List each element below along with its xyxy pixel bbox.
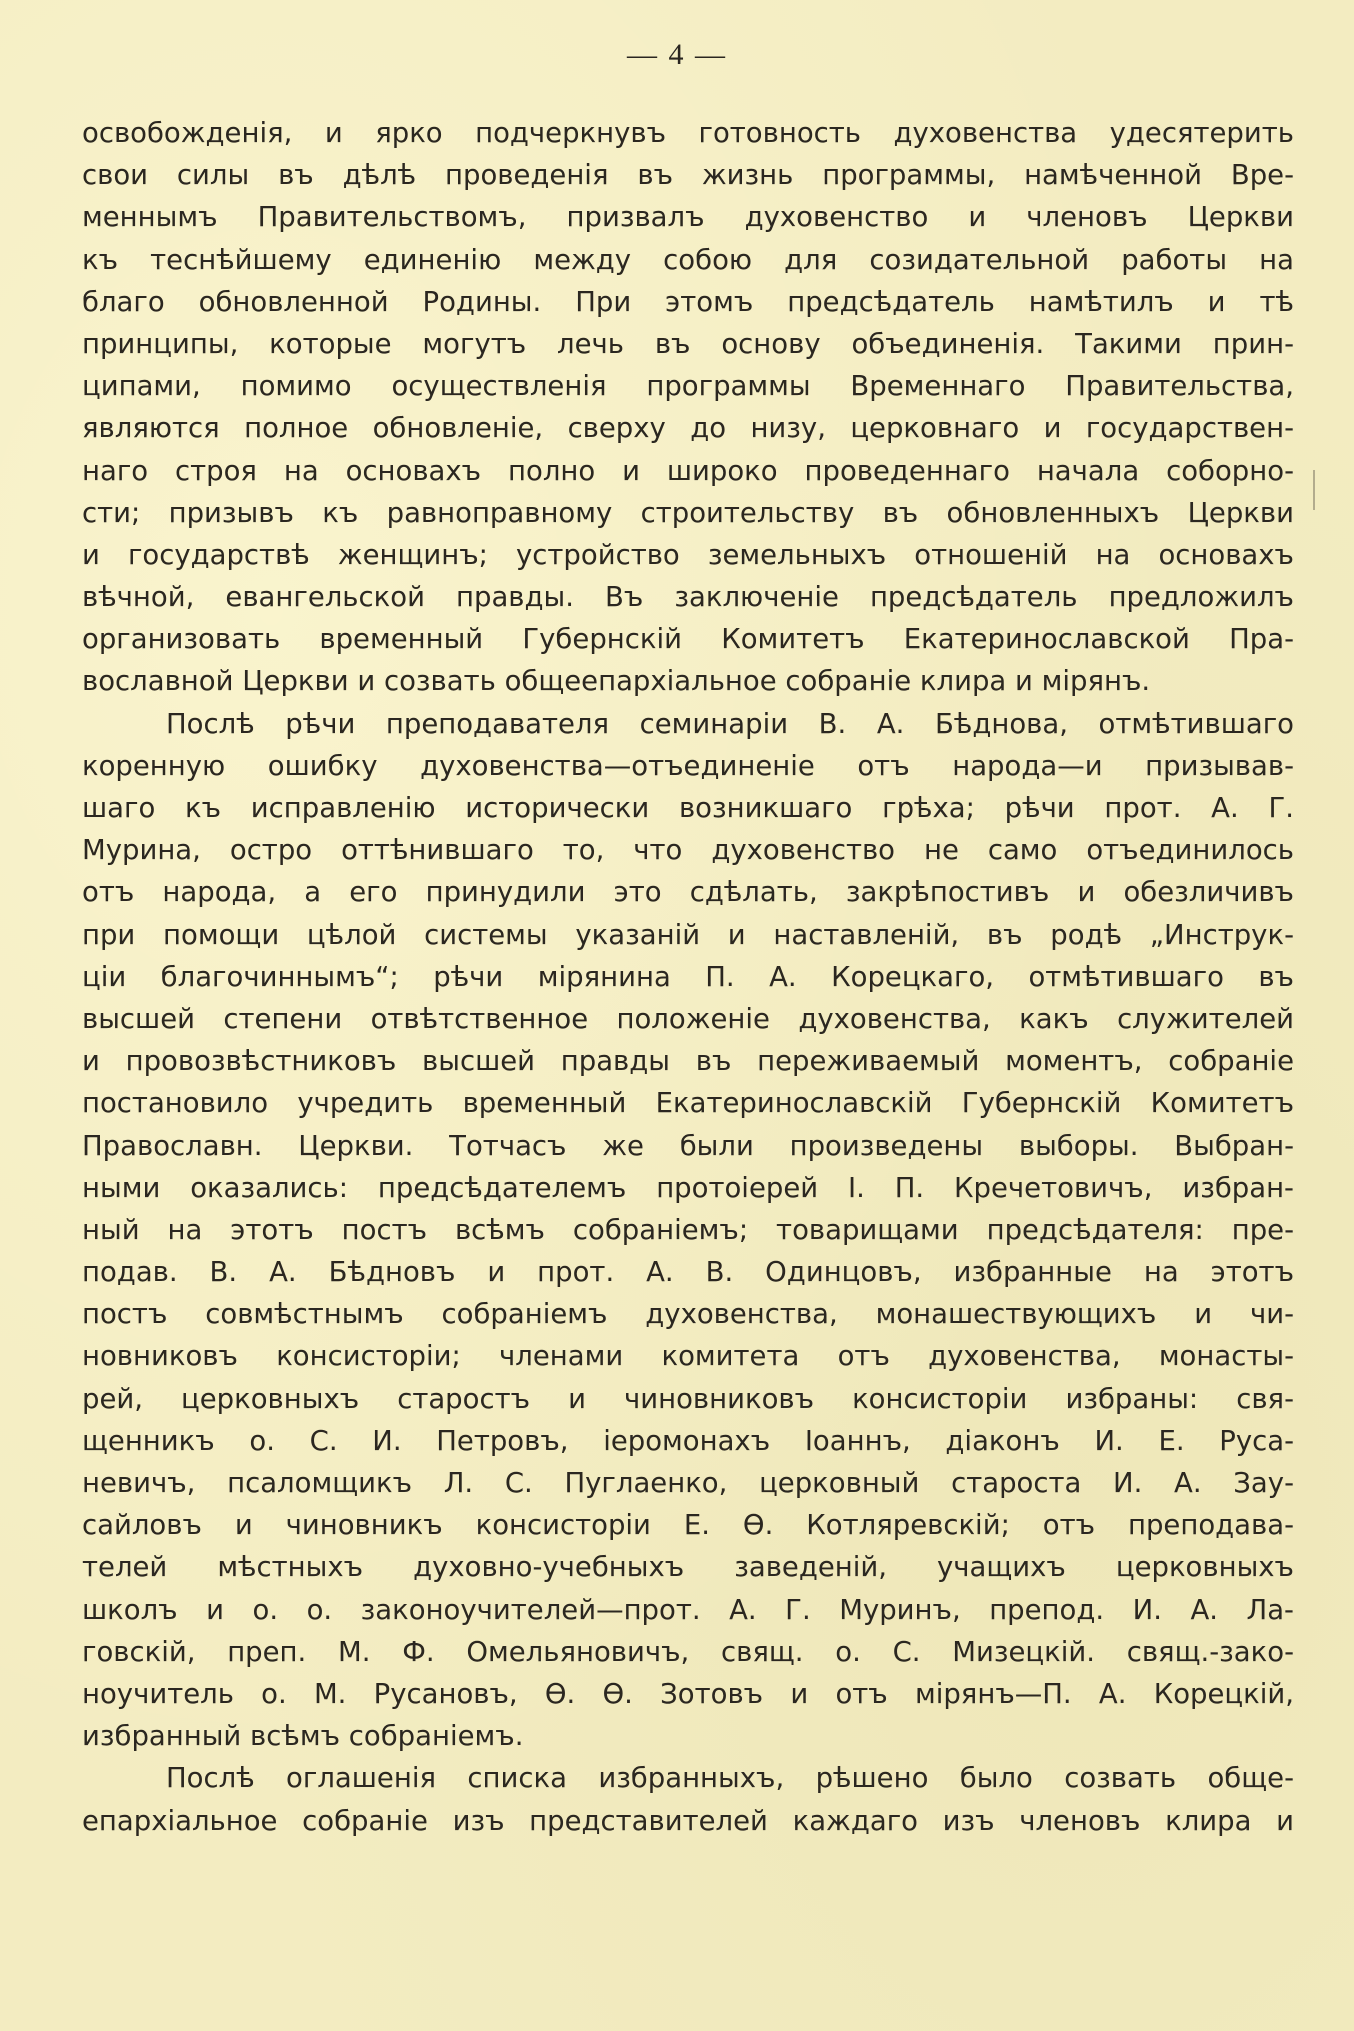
text-line: говскій, преп. М. Ф. Омельяновичъ, свящ. о. С. Мизецкій. свящ.-зако- (82, 1635, 1294, 1668)
text-line: свои силы въ дѣлѣ проведенія въ жизнь программы, намѣченной Вре- (82, 159, 1294, 192)
text-line: наго строя на основахъ полно и широко проведеннаго начала соборно- (82, 454, 1294, 487)
paragraph-2 (82, 703, 1294, 1758)
text-line: организовать временный Губернскій Комитетъ Екатеринославской Пра- (82, 623, 1294, 656)
text-line: Послѣ рѣчи преподавателя семинаріи В. А. Бѣднова, отмѣтившаго (166, 707, 1294, 740)
text-line: ный на этотъ постъ всѣмъ собраніемъ; товарищами предсѣдателя: пре- (82, 1213, 1294, 1246)
text-line: ноучитель о. М. Русановъ, Ѳ. Ѳ. Зотовъ и отъ мірянъ—П. А. Корецкій, (82, 1677, 1294, 1710)
text-line: Мурина, остро оттѣнившаго то, что духовенство не само отъединилось (82, 834, 1294, 867)
text-line: постановило учредить временный Екатеринославскій Губернскій Комитетъ (82, 1087, 1294, 1120)
text-line: новниковъ консисторіи; членами комитета отъ духовенства, монасты- (82, 1340, 1294, 1373)
text-line: коренную ошибку духовенства—отъединеніе отъ народа—и призывав- (82, 749, 1294, 782)
text-line: сайловъ и чиновникъ консисторіи Е. Ѳ. Котляревскій; отъ преподава- (82, 1509, 1294, 1542)
text-line: и государствѣ женщинъ; устройство земельныхъ отношеній на основахъ (82, 538, 1294, 571)
text-line: меннымъ Правительствомъ, призвалъ духовенство и членовъ Церкви (82, 201, 1294, 234)
text-line: рей, церковныхъ старостъ и чиновниковъ консисторіи избраны: свя- (82, 1382, 1294, 1415)
text-body (82, 112, 1294, 1842)
text-line: избранный всѣмъ собраніемъ. (82, 1720, 524, 1753)
text-line: вославной Церкви и созвать общеепархіальное собраніе клира и мірянъ. (82, 665, 1151, 698)
text-line: школъ и о. о. законоучителей—прот. А. Г. Муринъ, препод. И. А. Ла- (82, 1593, 1294, 1626)
text-line: епархіальное собраніе изъ представителей каждаго изъ членовъ клира и (82, 1804, 1294, 1837)
text-line: высшей степени отвѣтственное положеніе духовенства, какъ служителей (82, 1002, 1294, 1035)
margin-mark (1313, 470, 1315, 510)
text-line: къ теснѣйшему единенію между собою для созидательной работы на (82, 243, 1294, 276)
text-line: ціи благочиннымъ“; рѣчи мірянина П. А. Корецкаго, отмѣтившаго въ (82, 960, 1294, 993)
text-line: и провозвѣстниковъ высшей правды въ переживаемый моментъ, собраніе (82, 1045, 1294, 1078)
text-line: ципами, помимо осуществленія программы Временнаго Правительства, (82, 370, 1294, 403)
paragraph-1 (82, 112, 1294, 703)
text-line: при помощи цѣлой системы указаній и наставленій, въ родѣ „Инструк- (82, 918, 1294, 951)
text-line: шаго къ исправленію исторически возникшаго грѣха; рѣчи прот. А. Г. (82, 792, 1294, 824)
text-line: освобожденія, и ярко подчеркнувъ готовность духовенства удесятерить (82, 117, 1294, 149)
text-line: Православн. Церкви. Тотчасъ же были произведены выборы. Выбран- (82, 1129, 1294, 1162)
text-line: телей мѣстныхъ духовно-учебныхъ заведеній, учащихъ церковныхъ (82, 1551, 1294, 1584)
text-line: щенникъ о. С. И. Петровъ, іеромонахъ Іоаннъ, діаконъ И. Е. Руса- (82, 1424, 1294, 1457)
paragraph-3 (82, 1757, 1294, 1841)
text-line: Послѣ оглашенія списка избранныхъ, рѣшено было созвать обще- (166, 1762, 1294, 1795)
text-line: сти; призывъ къ равноправному строительству въ обновленныхъ Церкви (82, 496, 1294, 529)
text-line: принципы, которые могутъ лечь въ основу объединенія. Такими прин- (82, 327, 1294, 360)
text-line: подав. В. А. Бѣдновъ и прот. А. В. Одинцовъ, избранные на этотъ (82, 1256, 1294, 1289)
text-line: ными оказались: предсѣдателемъ протоіерей І. П. Кречетовичъ, избран- (82, 1171, 1294, 1204)
text-line: являются полное обновленіе, сверху до низу, церковнаго и государствен- (82, 412, 1294, 445)
page-number: — 4 — (627, 38, 727, 71)
text-line: постъ совмѣстнымъ собраніемъ духовенства, монашествующихъ и чи- (82, 1298, 1294, 1331)
text-line: невичъ, псаломщикъ Л. С. Пуглаенко, церковный староста И. А. Зау- (82, 1467, 1294, 1499)
text-line: благо обновленной Родины. При этомъ предсѣдатель намѣтилъ и тѣ (82, 285, 1294, 318)
text-line: отъ народа, а его принудили это сдѣлать, закрѣпостивъ и обезличивъ (82, 876, 1294, 909)
text-line: вѣчной, евангельской правды. Въ заключеніе предсѣдатель предложилъ (82, 581, 1294, 614)
